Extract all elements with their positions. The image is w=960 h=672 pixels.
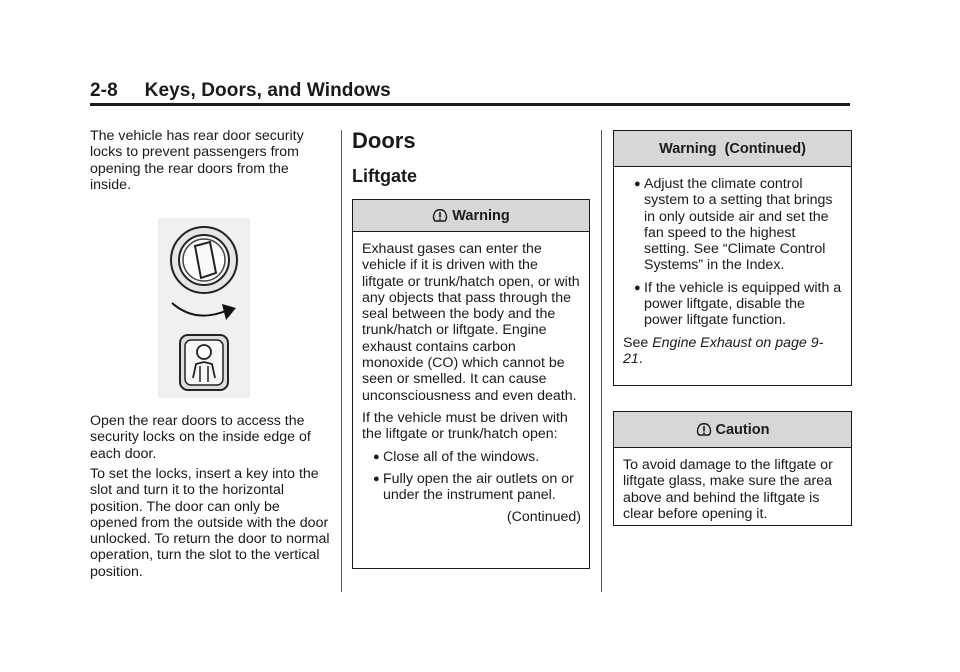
rear-door-lock-figure — [158, 218, 250, 398]
caution-title: Caution — [715, 421, 770, 438]
warning-continued-title: Warning (Continued) — [659, 140, 806, 157]
bullet-icon: ● — [634, 178, 641, 190]
list-item: ● Close all of the windows. — [373, 448, 540, 465]
rear-door-security-intro: The vehicle has rear door security locks to prevent passengers from opening the rear doors from the inside. — [90, 128, 304, 193]
bullet-icon: ● — [373, 472, 380, 485]
subsection-heading-liftgate: Liftgate — [352, 166, 417, 186]
continued-label: (Continued) — [506, 509, 581, 526]
column-divider — [601, 130, 602, 592]
warning-title: Warning — [452, 207, 510, 224]
list-item: ● If the vehicle is equipped with a power liftgate, disable the power liftgate function. — [634, 279, 842, 329]
list-item: ● Adjust the climate control system to a setting that brings in only outside air and set the fan speed to the highest setting. See “Climate Control Systems” in the Index. — [634, 176, 833, 274]
bullet-icon: ● — [373, 450, 380, 463]
set-locks-paragraph: To set the locks, insert a key into the slot and turn it to the horizontal position. The door can only be opened from the outside with the door unlocked. To return the door to normal operation, turn the slot to the vertical position. — [90, 466, 330, 580]
bullet-icon: ● — [634, 281, 641, 294]
engine-exhaust-link[interactable]: Engine Exhaust on page 9-21 — [623, 334, 824, 367]
caution-header — [614, 412, 851, 448]
column-divider — [341, 130, 342, 592]
header-rule — [90, 103, 850, 106]
access-locks-paragraph: Open the rear doors to access the security locks on the inside edge of each door. — [90, 413, 311, 462]
warning-header — [353, 200, 589, 232]
see-reference: See Engine Exhaust on page 9-21. — [623, 334, 824, 367]
rear-door-lock-icon — [158, 218, 250, 398]
caution-paragraph: To avoid damage to the liftgate or liftgate glass, make sure the area above and behind the liftgate is clear before opening it. — [623, 457, 833, 522]
caution-box — [613, 411, 852, 526]
list-item: ● Fully open the air outlets on or under the instrument panel. — [373, 470, 574, 504]
caution-icon — [696, 422, 712, 437]
warning-paragraph: If the vehicle must be driven with the liftgate or trunk/hatch open: — [362, 409, 568, 443]
warning-icon — [432, 208, 448, 223]
warning-paragraph: Exhaust gases can enter the vehicle if it is driven with the liftgate or trunk/hatch open, or with any objects that pass through the seal between the body and the trunk/hatch or liftgate. Engine exhaust contains carbon monoxide (CO) which cannot be seen or smelled. It can cause unconsciousness and even death. — [362, 241, 580, 404]
warning-continued-header — [614, 131, 851, 167]
warning-continued-box — [613, 130, 852, 386]
page-header — [90, 80, 850, 102]
page-title: 2-8 Keys, Doors, and Windows — [90, 80, 391, 101]
section-heading-doors: Doors — [352, 128, 416, 153]
warning-box — [352, 199, 590, 569]
